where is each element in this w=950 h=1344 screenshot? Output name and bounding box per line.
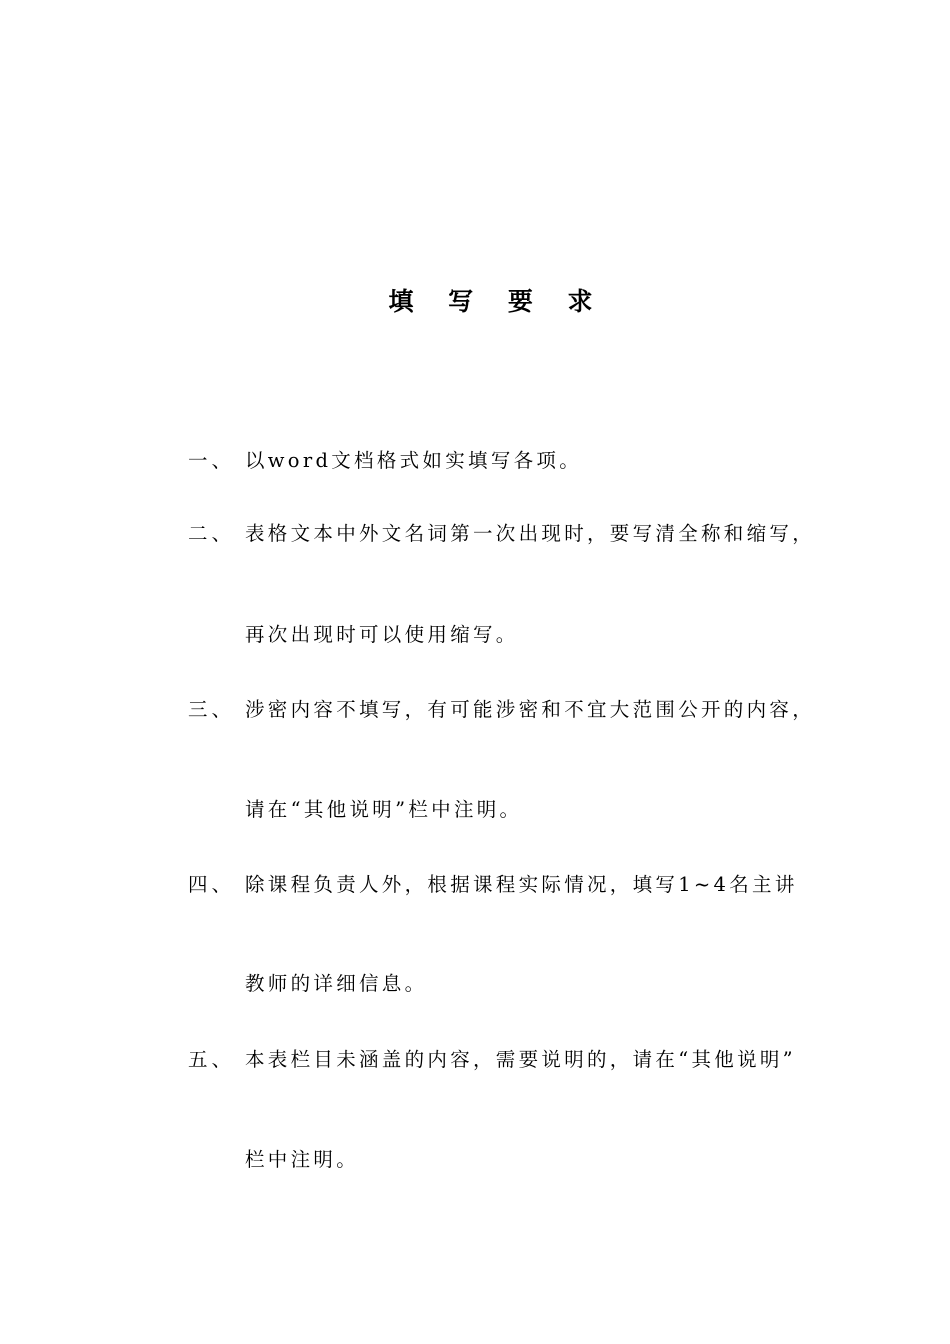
item-1-number: 一、 (188, 449, 236, 472)
item-5-line-1: 本表栏目未涵盖的内容，需要说明的，请在“其他说明” (245, 1048, 796, 1071)
item-3-number: 三、 (188, 698, 236, 721)
item-1-line-1: 以word文档格式如实填写各项。 (245, 449, 583, 472)
page-title: 填 写 要 求 (388, 287, 606, 316)
item-2-line-2: 再次出现时可以使用缩写。 (245, 623, 519, 646)
item-3-line-1: 涉密内容不填写，有可能涉密和不宜大范围公开的内容， (245, 698, 816, 721)
item-4-line-1: 除课程负责人外，根据课程实际情况，填写1~4名主讲 (245, 873, 798, 896)
item-2-line-1: 表格文本中外文名词第一次出现时，要写清全称和缩写， (245, 522, 816, 545)
item-4-number: 四、 (188, 873, 236, 896)
item-4-line-2: 教师的详细信息。 (245, 972, 428, 995)
item-5-line-2: 栏中注明。 (245, 1148, 360, 1171)
item-5-number: 五、 (188, 1048, 236, 1071)
item-2-number: 二、 (188, 522, 236, 545)
item-3-line-2: 请在“其他说明”栏中注明。 (245, 798, 523, 821)
